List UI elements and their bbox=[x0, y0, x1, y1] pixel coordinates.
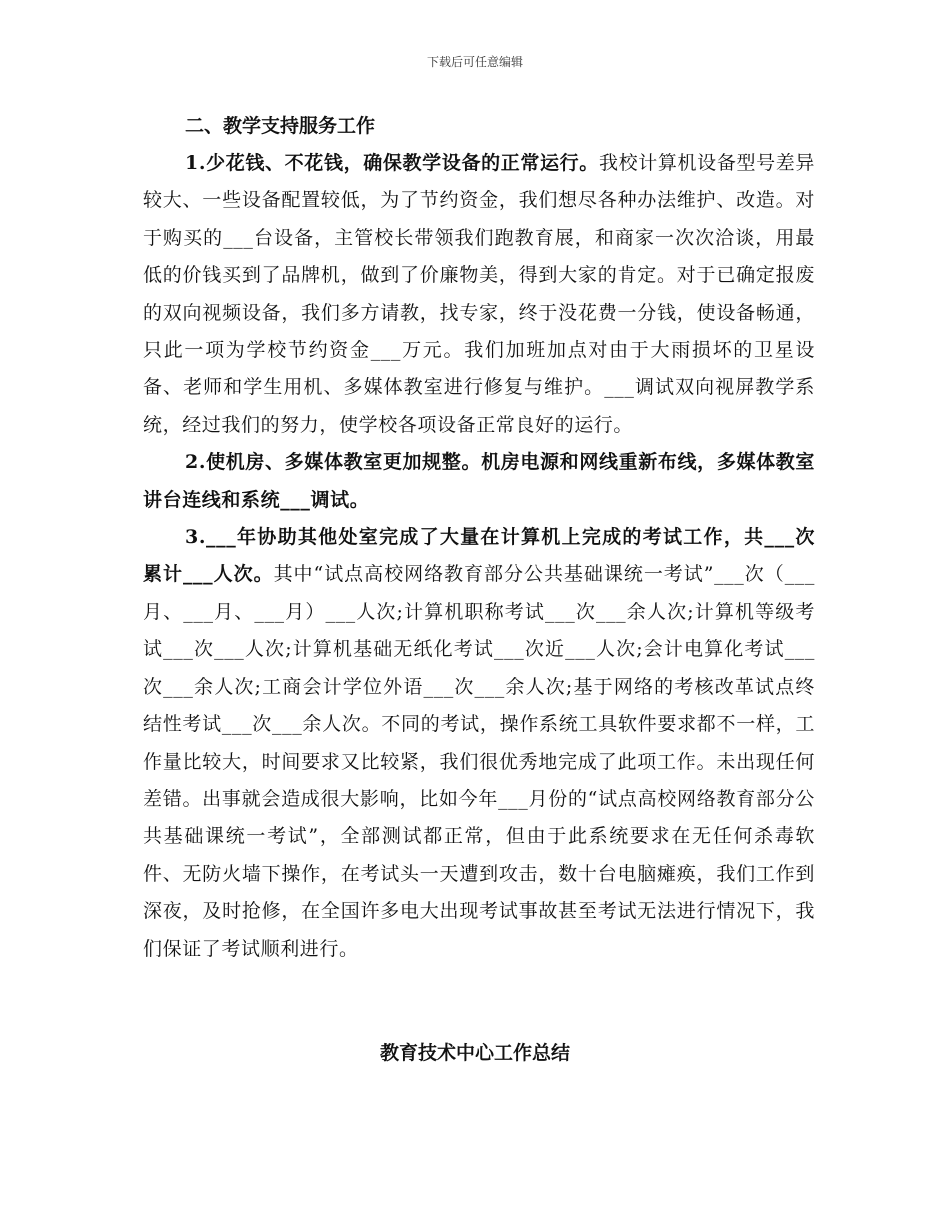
paragraph-2-lead: 2.使机房、多媒体教室更加规整。机房电源和网线重新布线，多媒体教室讲台连线和系统___调试。 bbox=[143, 451, 815, 511]
paragraph-1-body: 我校计算机设备型号差异较大、一些设备配置较低，为了节约资金，我们想尽各种办法维护、改造。对于购买的___台设备，主管校长带领我们跑教育展，和商家一次次洽谈，用最低的价钱买到了品牌机，做到了价廉物美，得到大家的肯定。对于已确定报废的双向视频设备，我们多方请教，找专家，终于没花费一分钱，使设备畅通，只此一项为学校节约资金___万元。我们加班加点对由于大雨损坏的卫星设备、老师和学生用机、多媒体教室进行修复与维护。___调试双向视屏教学系统，经过我们的努力，使学校各项设备正常良好的运行。 bbox=[143, 152, 815, 436]
section-heading: 二、教学支持服务工作 bbox=[185, 115, 376, 137]
paragraph-3-lead: 3.___年协助其他处室完成了大量在计算机上完成的考试工作，共___次累计___人次。 bbox=[143, 526, 815, 586]
paragraph-1-lead: 1.少花钱、不花钱，确保教学设备的正常运行。 bbox=[185, 152, 599, 174]
paragraph-2 bbox=[143, 444, 815, 519]
document-body bbox=[143, 107, 815, 968]
paragraph-3 bbox=[143, 519, 815, 968]
paragraph-1 bbox=[143, 145, 815, 444]
page-header-note: 下载后可任意编辑 bbox=[426, 55, 523, 69]
document-footer-title: 教育技术中心工作总结 bbox=[379, 1042, 570, 1064]
paragraph-3-body: 其中“试点高校网络教育部分公共基础课统一考试”___次（___月、___月、___月）___人次;计算机职称考试___次___余人次;计算机等级考试___次___人次;计算机基础无纸化考试___次近___人次;会计电算化考试___次___余人次;工商会计学位外语___次___余人次;基于网络的考核改革试点终结性考试___次___余人次。不同的考试，操作系统工具软件要求都不一样，工作量比较大，时间要求又比较紧，我们很优秀地完成了此项工作。未出现任何差错。出事就会造成很大影响，比如今年___月份的“试点高校网络教育部分公共基础课统一考试”，全部测试都正常，但由于此系统要求在无任何杀毒软件、无防火墙下操作，在考试头一天遭到攻击，数十台电脑瘫痪，我们工作到深夜，及时抢修，在全国许多电大出现考试事故甚至考试无法进行情况下，我们保证了考试顺利进行。 bbox=[143, 563, 815, 960]
